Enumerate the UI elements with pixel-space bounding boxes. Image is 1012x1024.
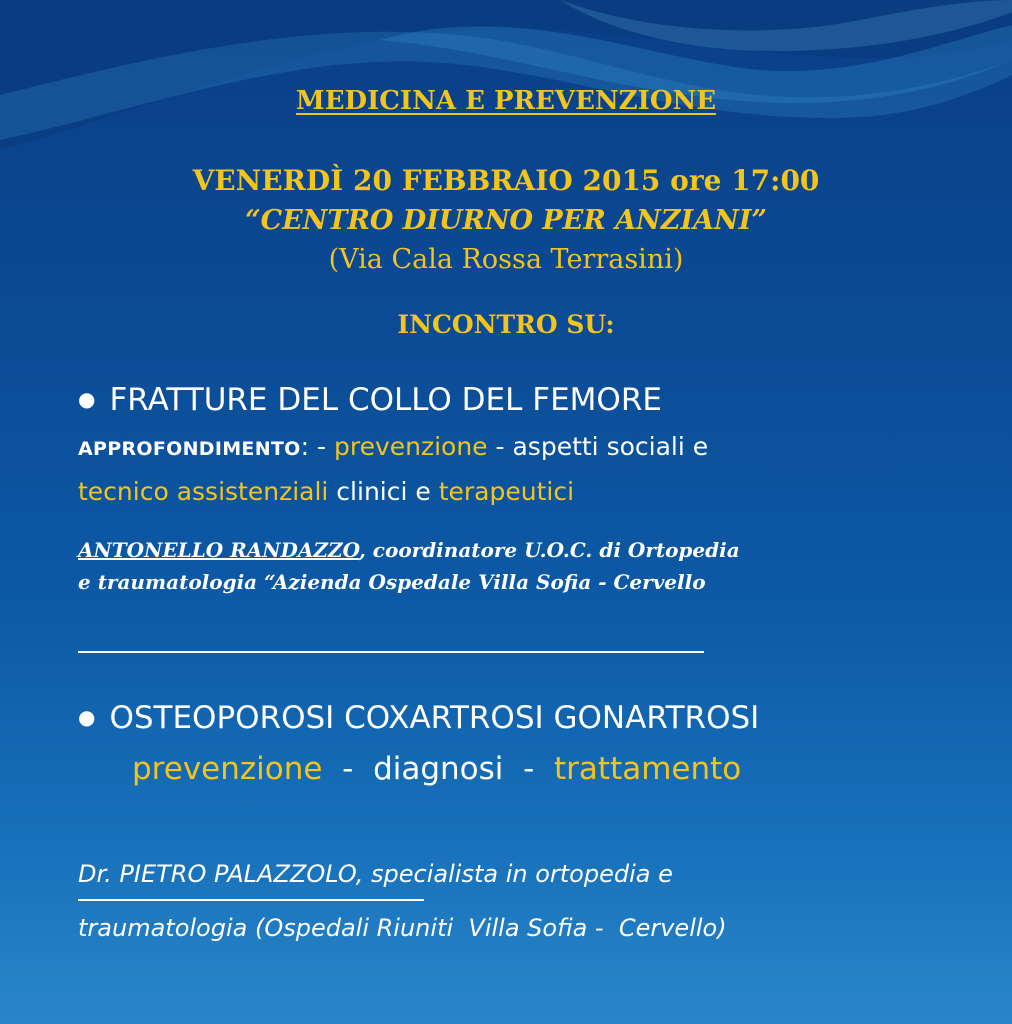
detail-clinici: clinici e — [328, 477, 439, 506]
topic2-heading — [78, 700, 759, 736]
subtopic-separator: - — [503, 751, 555, 787]
topic1-details-line2 — [78, 477, 574, 506]
event-venue: “CENTRO DIURNO PER ANZIANI” — [245, 205, 767, 236]
title-text: MEDICINA E PREVENZIONE — [295, 86, 717, 116]
speaker2-name: Dr. PIETRO PALAZZOLO — [78, 860, 356, 888]
bullet-icon: ● — [78, 705, 96, 729]
bullet-icon: ● — [78, 387, 96, 411]
approf-label: APPROFONDIMENTO — [78, 438, 301, 460]
event-date: VENERDÌ 20 FEBBRAIO 2015 ore 17:00 — [192, 164, 820, 197]
speaker2-role: , specialista in ortopedia e — [355, 860, 673, 888]
detail-separator: - — [487, 432, 513, 461]
detail-tecnico-assistenziali: tecnico assistenziali — [78, 477, 329, 506]
speaker1-line1 — [78, 538, 740, 562]
page-title — [0, 86, 1012, 116]
detail-terapeutici: terapeutici — [438, 477, 575, 506]
topic2-subtopics — [132, 751, 741, 787]
speaker1-name: ANTONELLO RANDAZZO — [78, 538, 359, 562]
speaker2-line1 — [78, 860, 673, 888]
section-divider — [78, 651, 704, 653]
intro-heading: INCONTRO SU: — [397, 310, 615, 339]
subtopic-prevenzione: prevenzione — [132, 751, 323, 787]
subtopic-trattamento: trattamento — [554, 751, 742, 787]
event-address: (Via Cala Rossa Terrasini) — [328, 244, 684, 275]
speaker2-line2: traumatologia (Ospedali Riuniti Villa Sofia - Cervello) — [78, 914, 727, 942]
subtopic-separator: - — [322, 751, 374, 787]
subtopic-diagnosi: diagnosi — [373, 751, 504, 787]
speaker1-line2: e traumatologia “Azienda Ospedale Villa Sofia - Cervello — [78, 570, 706, 594]
detail-aspetti-sociali: aspetti sociali e — [512, 432, 709, 461]
speaker2-underline — [78, 899, 424, 901]
topic1-title: FRATTURE DEL COLLO DEL FEMORE — [109, 382, 662, 418]
speaker1-role: , coordinatore U.O.C. di Ortopedia — [358, 538, 740, 562]
detail-prevenzione: prevenzione — [333, 432, 488, 461]
topic1-heading — [78, 382, 662, 418]
approf-separator: : - — [300, 432, 334, 461]
topic1-details-line1 — [78, 432, 708, 461]
topic2-title: OSTEOPOROSI COXARTROSI GONARTROSI — [109, 700, 760, 736]
